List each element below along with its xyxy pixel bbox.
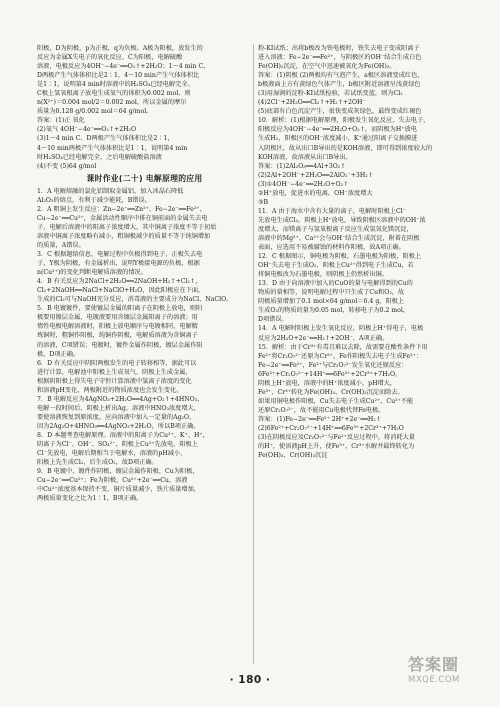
text-line: (2)氧气 4OH⁻−4e⁻══O₂↑+2H₂O	[37, 126, 137, 134]
text-line: 阳极，D为阴极，p为正极，q为负极。A极为阳极，放发生的	[37, 45, 203, 52]
text-line: Fe(OH)₃、Cr(OH)₃沉淀	[258, 452, 328, 460]
text-line: (5)底部有白色沉淀产生，很快变成灰绿色，最终变成红褐色	[258, 108, 422, 116]
text-line: (3)①4OH⁻−4e⁻══2H₂O+O₂↑	[258, 180, 349, 188]
text-line: 反应为2H₂O+2e⁻══H₂↑+2OH⁻，A项正确。	[258, 334, 389, 342]
section-title: 课时作业(二十) 电解原理的应用	[86, 173, 203, 183]
text-line: (3)在阴极反应及Cr₂O₇²⁻与Fe²⁺反应过程中，将消耗大量	[258, 434, 415, 442]
left-column-body-text	[37, 187, 252, 504]
text-line: 是1∶1，说明第4 min时溶液中的H₂SO₄已经电解完全。	[37, 81, 194, 89]
text-line: 如果用铜电极作阳极，Cu失去电子生成Cu²⁺，Cu²⁺不能	[258, 397, 414, 405]
text-line: 阴极上H⁺放电，溶液中的H⁺浓度减小，pH增大，	[258, 379, 397, 387]
text-line: Fe−2e⁻══Fe²⁺，Fe²⁺与Cr₂O₇²⁻发生氧化还原反应：	[258, 361, 408, 369]
text-line: 极，D项正确。	[37, 350, 80, 358]
text-line: OH⁻失去电子生成O₂，阴极上Cu²⁺得到电子生成Cu，若	[258, 262, 414, 270]
text-line: ②H⁺放电，促进水的电离，OH⁻浓度增大	[258, 189, 373, 197]
right-column	[258, 44, 472, 460]
watermark-logo	[408, 656, 488, 698]
text-line: 11．A 由于海水中含有大量的离子，电解时阳极上Cl⁻	[258, 207, 407, 215]
text-line: 9．B 电镀中，镀件作阴极，镀层金属作阳极，Cu为阳极，	[37, 468, 199, 476]
watermark-url: MXQE.COM	[408, 675, 460, 685]
page-number: · 180 ·	[229, 674, 271, 686]
text-line: 5．B 电镀镀件，要使镀层金属的阳离子在阴极上放电，则阳	[37, 305, 203, 313]
text-line: (2)2Al+2OH⁻+2H₂O══2AlO₂⁻+3H₂↑	[258, 171, 373, 179]
text-line: 生成H₂，阳极区的OH⁻浓度减小，K⁺通过阳离子交换膜进	[258, 135, 418, 143]
text-line: 生成O₂的物质的量为0.05 mol，转移电子为0.2 mol，	[258, 307, 410, 315]
text-line: 14．A 电解时阳极上发生氧化反应，阴极上H⁺得电子，电极	[258, 325, 424, 333]
text-line: 溶液中铜离子浓度略有减小，粗铜极减少的质量不等于纯铜增加	[37, 232, 211, 240]
text-line: 时H₂SO₄已经电解完全，之后电解硫酸盐溶液	[37, 153, 162, 161]
text-line: 15．解析：由于Cr³⁺有毒且难以去除，故需要在酸性条件下用	[258, 343, 428, 351]
text-line: 答案：(1)2Al₂O₃══4Al+3O₂↑	[258, 162, 346, 170]
text-line: Cu−2e⁻══Cu²⁺，金属活动性顺序中排在铜前面的金属失去电	[37, 214, 208, 222]
text-line: 阴极质量增加了0.1 mol×64 g/mol＝6.4 g，阳极上	[258, 298, 405, 306]
text-line: 阳极反应为4OH⁻−4e⁻══2H₂O+O₂↑，而阴极为H⁺放电	[258, 126, 417, 134]
text-line: (3)1～4 min C、D两极产生气体体积比是2∶1，	[37, 135, 174, 143]
text-line: 答案：(1)正 氧化	[37, 117, 85, 125]
column-divider	[253, 44, 254, 664]
text-line: n(Cu²⁺)的变化判断电解质溶液的情况。	[37, 269, 147, 277]
text-line: D项错误。	[258, 316, 288, 324]
text-line: 的H⁺，使溶液pH上升，使Fe³⁺、Cr³⁺水解并最终转化为	[258, 443, 415, 451]
text-line: 12．C 根据图示，铜电极为阴极，石墨电极为阳极，阳极上	[258, 253, 422, 261]
text-line: 中Cu²⁺浓度基本保持不变，铜片质量减少，铁片质量增加，	[37, 486, 200, 494]
text-line: 的质量，A错误。	[37, 241, 85, 249]
text-line: 阴离子为Cl⁻、OH⁻、SO₄²⁻，阴极上Cu²⁺先放电，阳极上	[37, 441, 198, 449]
text-line: 两极质量变化之比为1∶1，B项正确。	[37, 495, 143, 503]
text-line: Cl⁻先放电，电解后期相当于电解水，溶液的pH减小，	[37, 450, 187, 458]
text-line: 将铜电极改为石墨电极，则阴极上仍然析出铜。	[258, 271, 388, 279]
text-line: 阳极上先生成Cl₂，后生成O₂，故D项正确。	[37, 459, 158, 467]
text-line: 度增大，而镁离子与氢氧根离子反应生成氢氧化镁沉淀，	[258, 225, 413, 233]
text-line: 答案：(1)阴极 (2)两极均有气泡产生，a极区溶液变成红色，	[258, 72, 424, 80]
text-line: Al₂O₃的熔点，有利于减少能耗，B错误。	[37, 196, 151, 204]
text-line: 惰性电极电解溶液时，阳极上放电顺序与电镀相同，电解精	[37, 323, 198, 331]
text-line: 炼铜时，粗铜作阳极，纯铜作阴极，电解质溶液为含铜离子	[37, 332, 198, 340]
text-line: 生成的Cl₂可与NaOH充分反应，消毒液的主要成分为NaCl、NaClO。	[37, 296, 233, 304]
text-line: D两极产生气体体积比是2∶1，4～10 min产生气体体积比	[37, 72, 200, 80]
text-line: (3)用湿润的淀粉-KI试纸检验，若试纸变蓝，则为Cl₂	[258, 90, 403, 98]
text-line: C极上氢氧根离子放电生成氧气的体积为0.002 mol，则	[37, 90, 191, 98]
text-line: 4～10 min两极产生气体体积比是1∶1，说明第4 min	[37, 144, 188, 152]
text-line: 答案：(1)Fe−2e⁻══Fe²⁺ 2H⁺+2e⁻══H₂↑	[258, 415, 381, 423]
text-line: 还原Cr₂O₇²⁻，故不能用Cu电极代替Fe电极。	[258, 406, 385, 414]
text-line: 13．D 由于向溶液中加入的CuO的量与电解得到的Cu的	[258, 280, 413, 288]
text-line: KOH溶液，故溶液从出口B导出。	[258, 153, 352, 161]
text-line: 6Fe²⁺+Cr₂O₇²⁻+14H⁺══6Fe³⁺+2Cr³⁺+7H₂O，	[258, 370, 402, 378]
text-line: 根据阴阳极上得失电子守恒计算溶液中氢离子浓度的变化	[37, 377, 192, 385]
text-line: 7．B 电解反应为4AgNO₃+2H₂O══4Ag+O₂↑+4HNO₃，	[37, 395, 204, 403]
text-line: 要使溶液恢复到原浓度，应向溶液中加入一定量的Ag₂O，	[37, 413, 196, 421]
text-line: 溶液中的Mg²⁺、Ca²⁺会与OH⁻结合生成沉淀，附着在阴极	[258, 234, 420, 242]
text-line: (4)不变 (5)64 g/mol	[37, 162, 97, 170]
text-line: (2)6Fe²⁺+Cr₂O₇²⁻+14H⁺══6Fe³⁺+2Cr³⁺+7H₂O	[258, 424, 404, 432]
text-line: Fe²⁺将Cr₂O₇²⁻还原为Cr³⁺，Fe作阳极失去电子生成Fe²⁺：	[258, 352, 423, 360]
text-line: 8．D 本题考查电解原理。溶液中的阳离子为Cu²⁺、K⁺、H⁺，	[37, 431, 209, 439]
text-line: 进行计算，电解池中阳极上生成氧气、阴极上生成金属，	[37, 368, 192, 376]
text-line: 1．A 电解熔融的氯化铝制取金属铝，加入冰晶石降低	[37, 187, 184, 195]
left-column-top-text	[37, 44, 252, 171]
text-line: 极要用镀层金属，电镀液要用含镀层金属阳离子的溶液；用	[37, 314, 198, 322]
text-line: 3．C 根据题给信息，电解过程中负极得到电子，正极失去电	[37, 251, 203, 259]
text-line: (4)2Cl⁻+2H₂O══Cl₂↑+H₂↑+2OH⁻	[258, 99, 366, 107]
text-line: 2．A 粗铜上发生反应：Zn−2e⁻══Zn²⁺、Fe−2e⁻══Fe²⁺、	[37, 205, 206, 213]
text-line: Fe(OH)₂沉淀，在空气中迅速被氧化为Fe(OH)₃。	[258, 63, 396, 71]
text-line: 表面，应选用不易被腐蚀的材料作阳极，故A项正确。	[258, 244, 405, 252]
text-line: 先放电生成Cl₂，阴极上H⁺放电，导致阴极区溶液中的OH⁻浓	[258, 216, 426, 224]
right-column-text	[258, 44, 472, 460]
text-line: 因为2Ag₂O+4HNO₃══4AgNO₃+2H₂O，所以B项正确。	[37, 422, 200, 430]
text-line: 电解一段时间后，阴极上析出Ag，溶液中HNO₃浓度增大，	[37, 404, 200, 412]
text-line: 6．D 有关反应中阴阳两极发生的电子转移相等，据此可以	[37, 359, 197, 367]
text-line: n(X²⁺)＝0.004 mol/2＝0.002 mol，所以金属的摩尔	[37, 99, 187, 107]
text-line: 10．解析：(1)根据电解原理，阳极发生氧化反应，失去电子，	[258, 117, 430, 125]
text-line: Cu−2e⁻══Cu²⁺；Fe为阴极，Cu²⁺+2e⁻══Cu，溶液	[37, 477, 188, 485]
text-line: 进入溶液：Fe−2e⁻══Fe²⁺，与阴极区的OH⁻结合生成白色	[258, 54, 422, 62]
text-line: 反应为金属X失电子的氧化反应，C为阳极，电解硫酸	[37, 54, 183, 62]
text-line: 4．B 有关反应为2NaCl+2H₂O══2NaOH+H₂↑+Cl₂↑，	[37, 278, 202, 286]
text-line: 粉-KI试纸；出将b极改为铁电极时，铁失去电子变成阳离子	[258, 45, 420, 52]
text-line: 子，电解后溶液中的阳离子浓度增大，其中铜离子浓度不等于初始	[37, 223, 217, 231]
left-column	[37, 44, 252, 503]
text-line: 溶液，电极反应为4OH⁻−4e⁻══O₂↑+2H₂O；1～4 min C、	[37, 63, 210, 71]
text-line: 和溶液pH变化，两极附近的物质浓度也会发生变化。	[37, 386, 183, 394]
text-line: 物质的量相等，说明电解过程中只生成了Cu和O₂，故	[258, 289, 405, 297]
text-line: 子，Y极为阴极，有金属析出，说明Y极接电源的负极，根据	[37, 260, 200, 268]
text-line: 的溶液，C项错误；电镀时，镀件金属作阴极，镀层金属作阳	[37, 341, 203, 349]
text-line: Cl₂+2NaOH══NaCl+NaClO+H₂O，因此阳极应在下面，	[37, 287, 205, 295]
text-line: b极液面上方有黄绿色气体产生，b极区附近溶液呈浅黄绿色	[258, 81, 421, 89]
text-line: 质量为0.128 g/0.002 mol＝64 g/mol。	[37, 108, 153, 116]
text-line: 入阴极区，故从出口B导出的是KOH溶液，即可得到浓度较大的	[258, 144, 433, 152]
text-line: ③B	[258, 198, 269, 206]
text-line: Fe³⁺、Cr³⁺转化为Fe(OH)₃、Cr(OH)₃沉淀而除去。	[258, 388, 404, 396]
watermark-logo-text: 答案圈	[408, 655, 460, 674]
